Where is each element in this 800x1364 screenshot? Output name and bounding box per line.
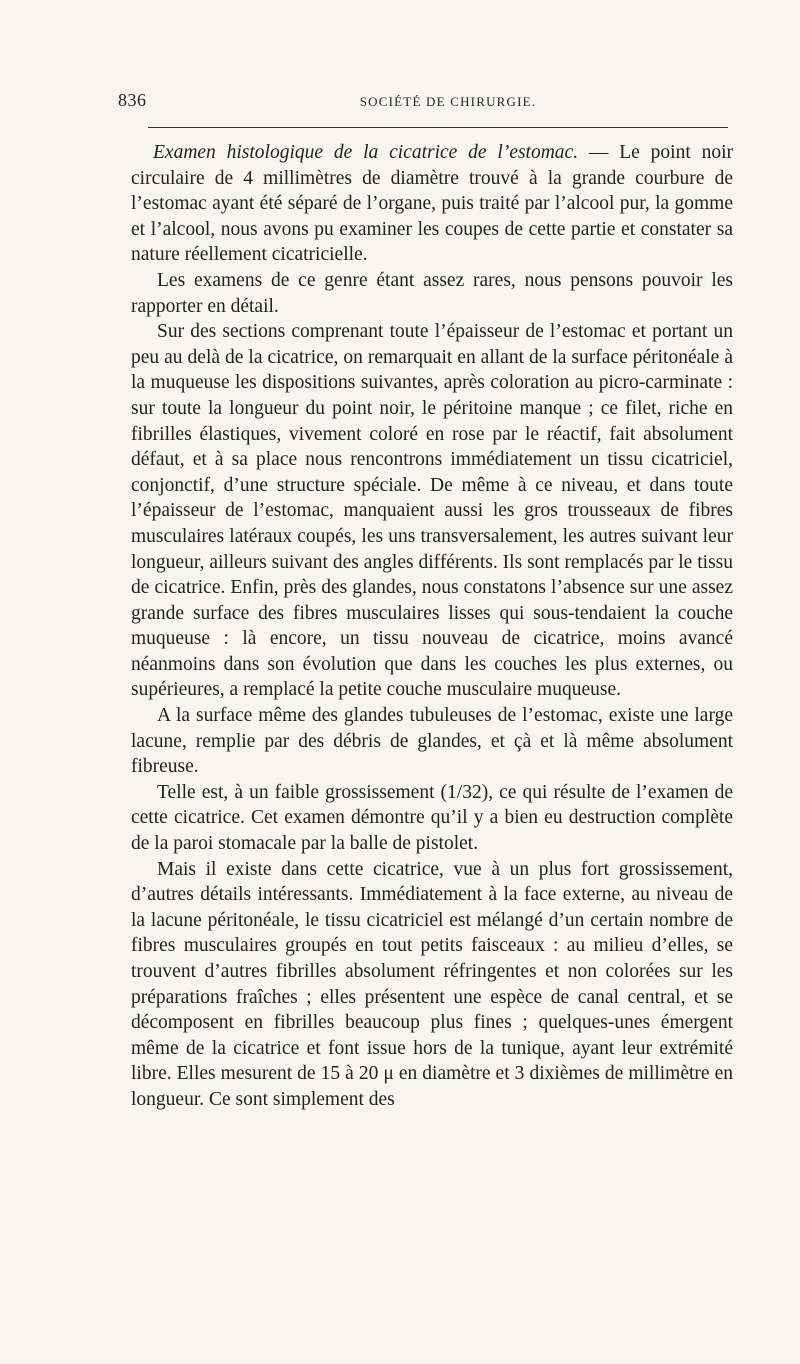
paragraph — [131, 140, 733, 268]
journal-title: SOCIÉTÉ DE CHIRURGIE. — [359, 94, 537, 109]
article-body — [131, 140, 733, 1113]
running-head — [118, 90, 738, 114]
title-dash: — — [578, 142, 620, 163]
page-number: 836 — [118, 90, 147, 110]
paragraph: Sur des sections comprenant toute l’épaisseur de l’estomac et portant un peu au delà de la cicatrice, on remarquait en allant de la surface péritonéale à la muqueuse les dispositions suivantes, après coloration au picro-carminate : sur toute la longueur du point noir, le péritoine manque ; ce filet, riche en fibrilles élastiques, vivement coloré en rose par le réactif, fait absolument défaut, et à sa place nous rencontrons immédiatement un tissu cicatriciel, conjonctif, d’une structure spéciale. De même à ce niveau, et dans toute l’épaisseur de l’estomac, manquaient aussi les gros trousseaux de fibres musculaires latéraux coupés, les uns transversalement, les autres suivant leur longueur, ailleurs suivant des angles différents. Ils sont remplacés par le tissu de cicatrice. Enfin, près des glandes, nous constatons l’absence sur une assez grande surface des fibres musculaires lisses qui sous-tendaient la couche muqueuse : là encore, un tissu nouveau de cicatrice, moins avancé néanmoins dans son évolution que dans les couches les plus externes, ou supérieures, a remplacé la petite couche musculaire muqueuse. — [131, 321, 733, 701]
section-title: Examen histologique de la cicatrice de l’estomac. — [153, 142, 579, 163]
header-rule — [148, 127, 728, 128]
paragraph: Les examens de ce genre étant assez rares, nous pensons pouvoir les rapporter en détail. — [131, 269, 733, 317]
paragraph: Telle est, à un faible grossissement (1/32), ce qui résulte de l’examen de cette cicatrice. Cet examen démontre qu’il y a bien eu destruction complète de la paroi stomacale par la balle de pistolet. — [131, 781, 733, 855]
paragraph-text: Le point noir circulaire de 4 millimètres de diamètre trouvé à la grande courbure de l’estomac ayant été séparé de l’organe, puis traité par l’alcool pur, la gomme et l’alcool, nous avons pu examiner les coupes de cette partie et constater sa nature réellement cicatricielle. — [131, 142, 733, 266]
paragraph: Mais il existe dans cette cicatrice, vue à un plus fort grossissement, d’autres détails intéressants. Immédiatement à la face externe, au niveau de la lacune péritonéale, le tissu cicatriciel est mélangé d’un certain nombre de fibres musculaires groupés en tout petits faisceaux : au milieu d’elles, se trouvent d’autres fibrilles absolument réfringentes et non colorées sur les préparations fraîches ; elles présentent une espèce de canal central, et se décomposent en fibrilles beaucoup plus fines ; quelques-unes émergent même de la cicatrice et font issue hors de la tunique, ayant leur extrémité libre. Elles mesurent de 15 à 20 μ en diamètre et 3 dixièmes de millimètre en longueur. Ce sont simplement des — [131, 858, 733, 1110]
paragraph: A la surface même des glandes tubuleuses de l’estomac, existe une large lacune, remplie par des débris de glandes, et çà et là même absolument fibreuse. — [131, 705, 733, 778]
